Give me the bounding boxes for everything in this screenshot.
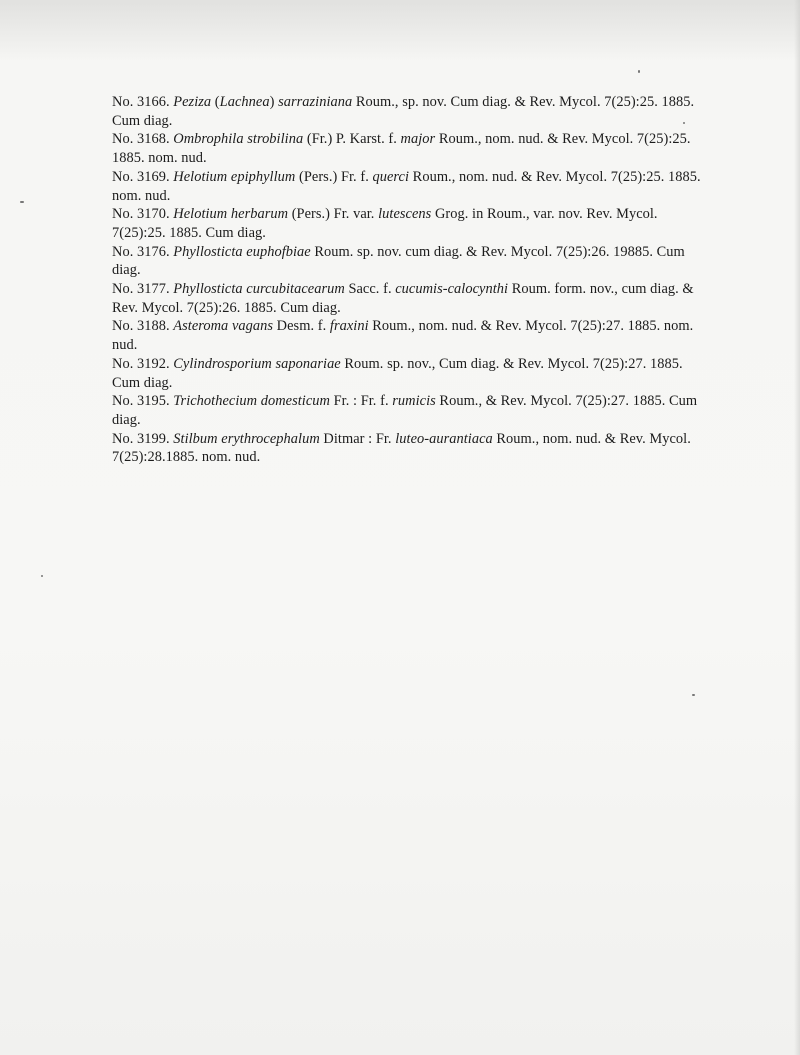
taxon-name: fraxini	[329, 318, 369, 335]
scan-speck	[638, 70, 640, 73]
entry-number: No. 3192.	[112, 355, 170, 372]
entry-3170	[112, 205, 702, 242]
entry-3195	[112, 392, 702, 429]
taxon-name: Lachnea	[219, 94, 270, 110]
entry-text: Fr. : Fr. f.	[329, 393, 393, 410]
specimen-entry-list	[112, 93, 702, 467]
entry-text: Roum., & Rev. Mycol. 7(25):27. 1885. Cum diag.	[112, 393, 698, 428]
taxon-name: cucumis-calocynthi	[395, 281, 509, 298]
taxon-name: major	[400, 131, 436, 148]
entry-3177	[112, 280, 702, 317]
entry-3166	[112, 93, 702, 130]
entry-number: No. 3177.	[112, 281, 170, 298]
entry-text: Roum., nom. nud. & Rev. Mycol. 7(25):25. 1885. nom. nud.	[112, 168, 701, 204]
scan-right-edge	[794, 0, 800, 1055]
entry-text: (Fr.) P. Karst. f.	[303, 131, 401, 148]
entry-3169	[112, 168, 702, 205]
entry-text: Roum., nom. nud. & Rev. Mycol. 7(25):28.1885. nom. nud.	[112, 430, 691, 466]
scan-speck	[683, 122, 685, 124]
entry-text: Ditmar : Fr.	[319, 430, 396, 447]
taxon-name: Phyllosticta euphofbiae	[173, 243, 311, 260]
taxon-name: Asteroma vagans	[173, 318, 274, 335]
entry-text: )	[269, 94, 279, 110]
taxon-name: sarraziniana	[278, 94, 353, 110]
entry-number: No. 3166.	[112, 94, 170, 110]
entry-text: Roum. sp. nov., Cum diag. & Rev. Mycol. 7(25):27. 1885. Cum diag.	[112, 355, 683, 391]
entry-text: Roum. form. nov., cum diag. & Rev. Mycol. 7(25):26. 1885. Cum diag.	[112, 281, 694, 316]
entry-text: (	[211, 94, 220, 110]
entry-3176	[112, 243, 702, 280]
entry-text: Roum., nom. nud. & Rev. Mycol. 7(25):27. 1885. nom. nud.	[112, 318, 694, 354]
scan-speck	[41, 575, 43, 577]
scan-top-shadow	[0, 0, 800, 60]
taxon-name: rumicis	[392, 393, 436, 410]
taxon-name: lutescens	[378, 206, 432, 223]
scan-speck	[692, 694, 695, 696]
taxon-name: Phyllosticta curcubitacearum	[173, 281, 345, 298]
entry-number: No. 3169.	[112, 168, 170, 185]
entry-number: No. 3170.	[112, 206, 170, 223]
entry-text: Roum., sp. nov. Cum diag. & Rev. Mycol. 7(25):25. 1885. Cum diag.	[112, 94, 695, 129]
entry-number: No. 3199.	[112, 430, 170, 447]
scan-speck	[20, 201, 24, 203]
taxon-name: luteo-aurantiaca	[395, 430, 493, 447]
entry-text: Desm. f.	[273, 318, 330, 335]
entry-3168	[112, 130, 702, 167]
entry-text: (Pers.) Fr. f.	[295, 168, 373, 185]
taxon-name: querci	[372, 168, 410, 185]
taxon-name: Helotium epiphyllum	[173, 168, 296, 185]
taxon-name: Trichothecium domesticum	[173, 393, 330, 410]
entry-text: Roum. sp. nov. cum diag. & Rev. Mycol. 7(25):26. 19885. Cum diag.	[112, 243, 685, 279]
entry-3188	[112, 317, 702, 354]
entry-number: No. 3195.	[112, 393, 170, 410]
entry-3199	[112, 430, 702, 467]
entry-number: No. 3176.	[112, 243, 170, 260]
taxon-name: Ombrophila strobilina	[173, 131, 304, 148]
taxon-name: Cylindrosporium saponariae	[173, 355, 341, 372]
entry-3192	[112, 355, 702, 392]
taxon-name: Peziza	[173, 94, 212, 110]
taxon-name: Helotium herbarum	[173, 206, 289, 223]
entry-number: No. 3188.	[112, 318, 170, 335]
taxon-name: Stilbum erythrocephalum	[173, 430, 320, 447]
entry-text: Roum., nom. nud. & Rev. Mycol. 7(25):25. 1885. nom. nud.	[112, 131, 691, 167]
entry-number: No. 3168.	[112, 131, 170, 148]
entry-text: Sacc. f.	[344, 281, 396, 298]
entry-text: (Pers.) Fr. var.	[288, 206, 379, 223]
entry-text: Grog. in Roum., var. nov. Rev. Mycol. 7(25):25. 1885. Cum diag.	[112, 206, 658, 241]
